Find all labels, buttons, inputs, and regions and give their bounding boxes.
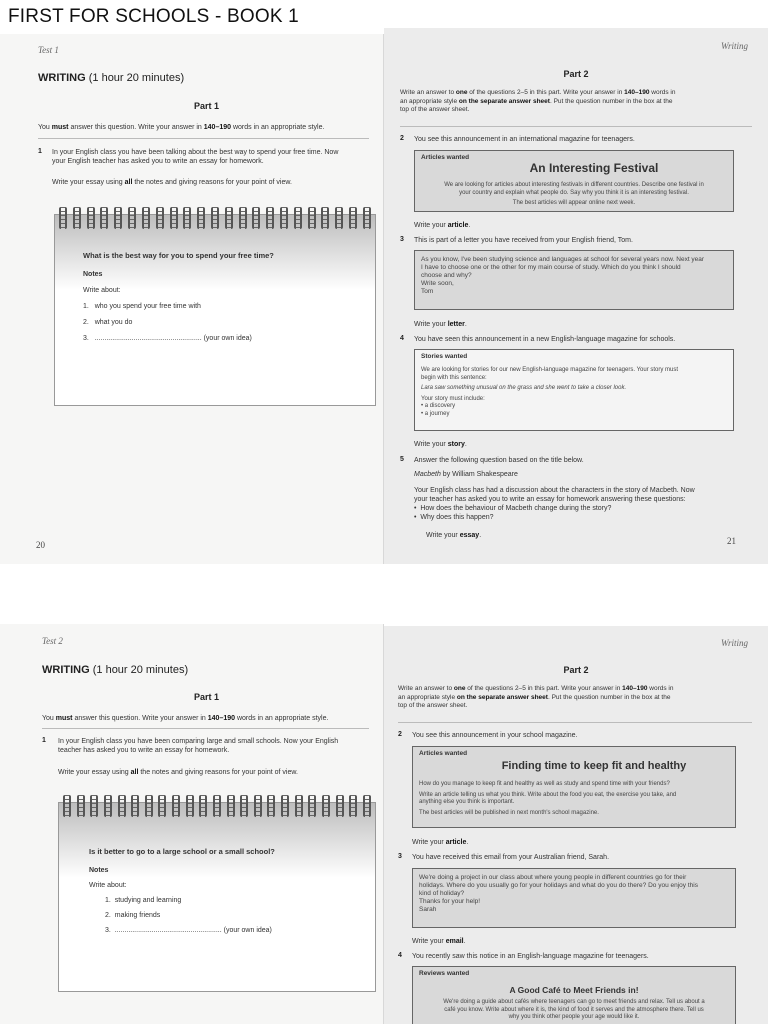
email-box (412, 868, 736, 928)
write-instruction: Write your article. (412, 839, 469, 846)
question-text: In your English class you have been comparing large and small schools. Now your English teacher has asked you to write an essay for homework. (58, 738, 339, 754)
page-header: Writing (720, 638, 748, 648)
question-number: 5 (400, 456, 404, 463)
question-text: You have received this email from your Australian friend, Sarah. (412, 854, 610, 861)
letter-body: As you know, I've been studying science and languages at school for several years now. Next year I have to choose one or the other for my main course of study. Which do you think I should choose and why? Write soon, Tom (421, 256, 705, 295)
test1-right-page (384, 28, 768, 564)
test1-left-page (0, 34, 384, 564)
writing-title: WRITING (1 hour 20 minutes) (38, 72, 185, 84)
part-2-heading: Part 2 (563, 665, 589, 675)
stories-box (414, 349, 734, 431)
question-text: You see this announcement in your school magazine. (412, 732, 578, 739)
write-instruction: Write your story. (414, 441, 467, 448)
announcement-box (414, 150, 734, 212)
part-2-heading: Part 2 (563, 69, 589, 79)
question-body: Your English class has had a discussion about the characters in the story of Macbeth. Now your teacher has asked you to write an essay for homework answering these questions: • How does the behaviour of Macbeth change during the story? • Why does this happen? (414, 487, 695, 521)
essay-question: Is it better to go to a large school or a small school? (89, 847, 275, 856)
letter-box (414, 250, 734, 310)
reviews-heading: A Good Café to Meet Friends in! (509, 985, 639, 995)
question-number: 1 (38, 148, 42, 155)
question-text: You see this announcement in an international magazine for teenagers. (414, 136, 635, 143)
reviews-body: We're doing a guide about cafés where teenagers can go to meet friends and relax. Tell us about a café you know. Write about where it is, the kind of food it serves and the atmosphere there. Tell us why you think other people your age would like it. (443, 999, 705, 1020)
write-instruction: Write your essay. (426, 532, 482, 539)
email-body: We're doing a project in our class about where young people in different countries go for their holidays. Where do you usually go for your holidays and what do you do there? Do you enjoy this kind of holiday? Thanks for your help! Sarah (419, 874, 698, 913)
question-number: 3 (398, 853, 402, 860)
note-item: 1. studying and learning (105, 897, 182, 904)
question-number: 2 (400, 135, 404, 142)
writing-title: WRITING (1 hour 20 minutes) (42, 664, 189, 676)
divider (42, 728, 369, 729)
reviews-tag: Reviews wanted (419, 970, 470, 977)
page-number: 21 (727, 536, 736, 546)
question-number: 4 (400, 335, 404, 342)
question-number: 4 (398, 952, 402, 959)
page-number: 20 (36, 540, 45, 550)
notepad-box (58, 802, 376, 992)
question-instruction: Write your essay using all the notes and giving reasons for your point of view. (52, 179, 292, 186)
question-number: 2 (398, 731, 402, 738)
question-number: 1 (42, 737, 46, 744)
test-label: Test 2 (42, 636, 63, 646)
spiral-binding (59, 207, 371, 229)
note-item: 2. making friends (105, 912, 161, 919)
part-2-instruction: Write an answer to one of the questions 2–5 in this part. Write your answer in 140–190 words in an appropriate style on the separate answer sheet. Put the question number in the box at the top of the answer sheet. (400, 89, 676, 113)
page-header: Writing (720, 41, 748, 51)
part-1-heading: Part 1 (193, 692, 219, 702)
divider (398, 722, 752, 723)
note-item: 2. what you do (83, 319, 133, 326)
question-text: Answer the following question based on the title below. (414, 457, 584, 464)
test-label: Test 1 (38, 45, 59, 55)
write-instruction: Write your email. (412, 938, 466, 945)
write-about-label: Write about: (89, 882, 127, 889)
write-instruction: Write your letter. (414, 321, 467, 328)
reviews-box (412, 966, 736, 1024)
book-title: Macbeth by William Shakespeare (414, 471, 518, 478)
announcement-body: We are looking for articles about interesting festivals in different countries. Describe one festival in your country and explain what people do. Say why you think it is an interesting festival. The best articles will appear online next week. (444, 182, 704, 206)
announcement-box (412, 746, 736, 828)
question-text: You have seen this announcement in a new English-language magazine for schools. (414, 336, 676, 343)
notes-label: Notes (83, 271, 103, 278)
test2-right-page (384, 626, 768, 1024)
announcement-tag: Articles wanted (419, 750, 468, 757)
stories-tag: Stories wanted (421, 353, 468, 360)
question-text: In your English class you have been talking about the best way to spend your free time. Now your English teacher has asked you to write an essay for homework. (52, 149, 339, 165)
announcement-tag: Articles wanted (421, 154, 470, 161)
note-item: 1. who you spend your free time with (83, 303, 201, 310)
part-1-instruction: You must answer this question. Write your answer in 140–190 words in an appropriate style. (42, 715, 329, 722)
stories-body: We are looking for stories for our new English-language magazine for teenagers. Your story must begin with this sentence: Lara saw something unusual on the grass and she went to take a closer look. Your story must include: • a discovery • a journey (421, 367, 679, 417)
divider (400, 126, 752, 127)
part-1-heading: Part 1 (193, 101, 219, 111)
announcement-heading: Finding time to keep fit and healthy (501, 760, 687, 772)
question-text: You recently saw this notice in an English-language magazine for teenagers. (412, 953, 649, 960)
announcement-heading: An Interesting Festival (529, 161, 659, 175)
announcement-body: How do you manage to keep fit and healthy as well as study and spend time with your friends? Write an article telling us what you think. Write about the food you eat, the exercise you take, and anything else you think is important. The best articles will be published in next month's school magazine. (419, 781, 677, 816)
spiral-binding (63, 795, 371, 817)
question-number: 3 (400, 236, 404, 243)
note-item: 3. ....................................................... (your own idea) (83, 335, 252, 342)
write-instruction: Write your article. (414, 222, 471, 229)
notes-label: Notes (89, 867, 109, 874)
write-about-label: Write about: (83, 287, 121, 294)
question-text: This is part of a letter you have received from your English friend, Tom. (414, 237, 633, 244)
question-instruction: Write your essay using all the notes and giving reasons for your point of view. (58, 769, 298, 776)
essay-question: What is the best way for you to spend your free time? (83, 251, 274, 260)
document-title: FIRST FOR SCHOOLS - BOOK 1 (8, 6, 299, 27)
note-item: 3. ....................................................... (your own idea) (105, 927, 272, 934)
test2-left-page (0, 624, 384, 1024)
divider (38, 138, 369, 139)
notepad-box (54, 214, 376, 406)
part-2-instruction: Write an answer to one of the questions 2–5 in this part. Write your answer in 140–190 words in an appropriate style on the separate answer sheet. Put the question number in the box at the top of the answer sheet. (398, 685, 674, 709)
part-1-instruction: You must answer this question. Write your answer in 140–190 words in an appropriate style. (38, 124, 325, 131)
